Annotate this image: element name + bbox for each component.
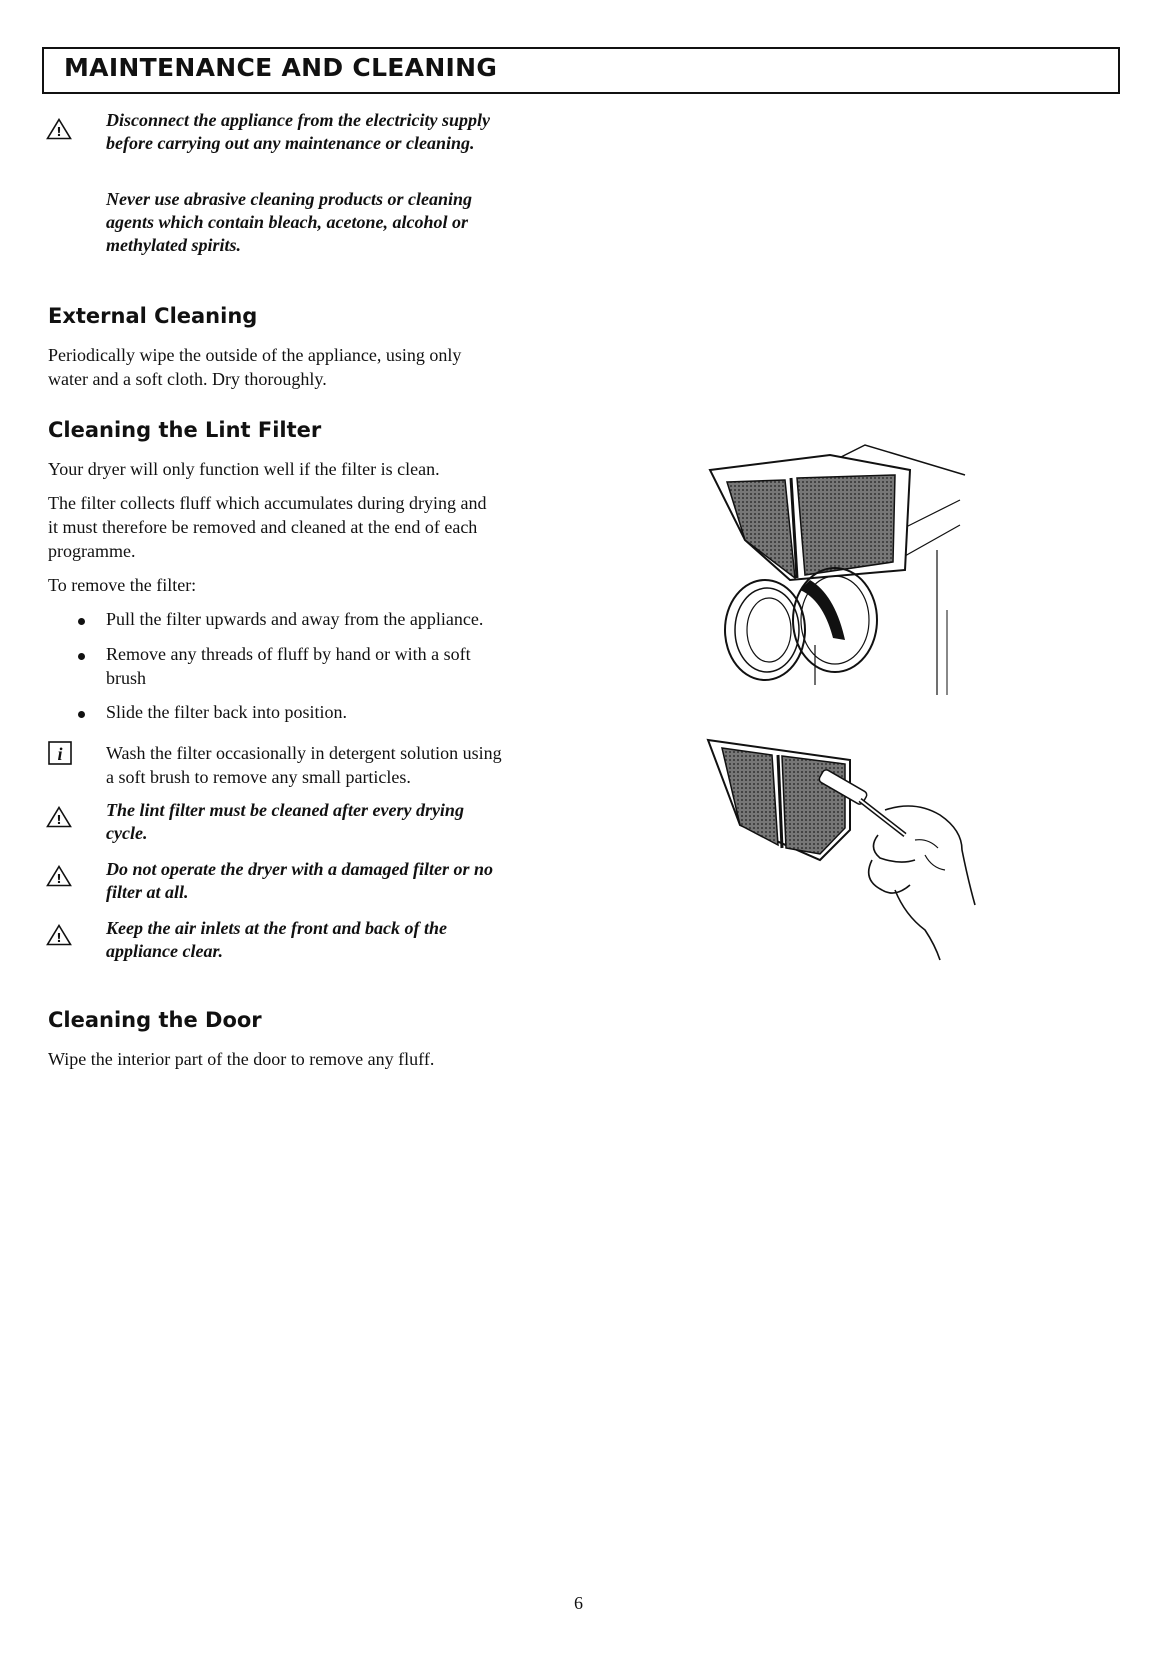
info-icon — [48, 741, 72, 765]
warning-triangle-icon — [46, 924, 72, 946]
heading-lint-filter: Cleaning the Lint Filter — [48, 418, 322, 442]
lint-paragraph-1: Your dryer will only function well if the filter is clean. — [48, 459, 440, 479]
svg-text:!: ! — [56, 931, 62, 945]
warning-damaged-filter-line-2: filter at all. — [106, 882, 189, 902]
warning-clean-every-cycle-line-1: The lint filter must be cleaned after every drying — [106, 800, 464, 820]
page-title: MAINTENANCE AND CLEANING — [64, 53, 498, 82]
title-bottom-rule — [42, 92, 1120, 94]
bullet-dot — [78, 711, 85, 718]
title-top-rule — [42, 47, 1120, 49]
lint-paragraph-3: To remove the filter: — [48, 575, 197, 595]
warning-triangle-icon — [46, 865, 72, 887]
warning-disconnect-line-2: before carrying out any maintenance or cleaning. — [106, 133, 475, 153]
warning-damaged-filter-line-1: Do not operate the dryer with a damaged filter or no — [106, 859, 493, 879]
filter-brushing-illustration — [700, 730, 980, 980]
warning-clean-every-cycle-line-2: cycle. — [106, 823, 148, 843]
heading-external-cleaning: External Cleaning — [48, 304, 258, 328]
external-text-line-2: water and a soft cloth. Dry thoroughly. — [48, 369, 327, 389]
section-title-box — [42, 47, 1120, 93]
bullet-remove-threads-line-1: Remove any threads of fluff by hand or with a soft — [106, 644, 471, 664]
page-number: 6 — [574, 1593, 583, 1613]
bullet-pull-filter: Pull the filter upwards and away from the appliance. — [106, 609, 484, 629]
svg-text:!: ! — [56, 813, 62, 827]
warning-air-inlets-line-2: appliance clear. — [106, 941, 223, 961]
bullet-dot — [78, 653, 85, 660]
lint-paragraph-2-line-2: it must therefore be removed and cleaned at the end of each — [48, 517, 478, 537]
svg-text:i: i — [57, 744, 63, 764]
info-wash-filter-line-1: Wash the filter occasionally in detergent solution using — [106, 743, 502, 763]
external-text-line-1: Periodically wipe the outside of the appliance, using only — [48, 345, 462, 365]
warning-air-inlets-line-1: Keep the air inlets at the front and back of the — [106, 918, 448, 938]
filter-removal-illustration — [705, 440, 975, 700]
bullet-remove-threads-line-2: brush — [106, 668, 146, 688]
bullet-slide-filter: Slide the filter back into position. — [106, 702, 347, 722]
heading-cleaning-door: Cleaning the Door — [48, 1008, 262, 1032]
svg-text:!: ! — [56, 125, 62, 139]
svg-text:!: ! — [56, 872, 62, 886]
warning-abrasive-line-3: methylated spirits. — [106, 235, 241, 255]
door-text: Wipe the interior part of the door to remove any fluff. — [48, 1049, 435, 1069]
warning-disconnect-line-1: Disconnect the appliance from the electricity supply — [106, 110, 490, 130]
warning-abrasive-line-1: Never use abrasive cleaning products or cleaning — [106, 189, 472, 209]
warning-triangle-icon — [46, 118, 72, 140]
lint-paragraph-2-line-3: programme. — [48, 541, 136, 561]
lint-paragraph-2-line-1: The filter collects fluff which accumulates during drying and — [48, 493, 487, 513]
warning-abrasive-line-2: agents which contain bleach, acetone, alcohol or — [106, 212, 469, 232]
info-wash-filter-line-2: a soft brush to remove any small particles. — [106, 767, 411, 787]
warning-triangle-icon — [46, 806, 72, 828]
bullet-dot — [78, 618, 85, 625]
